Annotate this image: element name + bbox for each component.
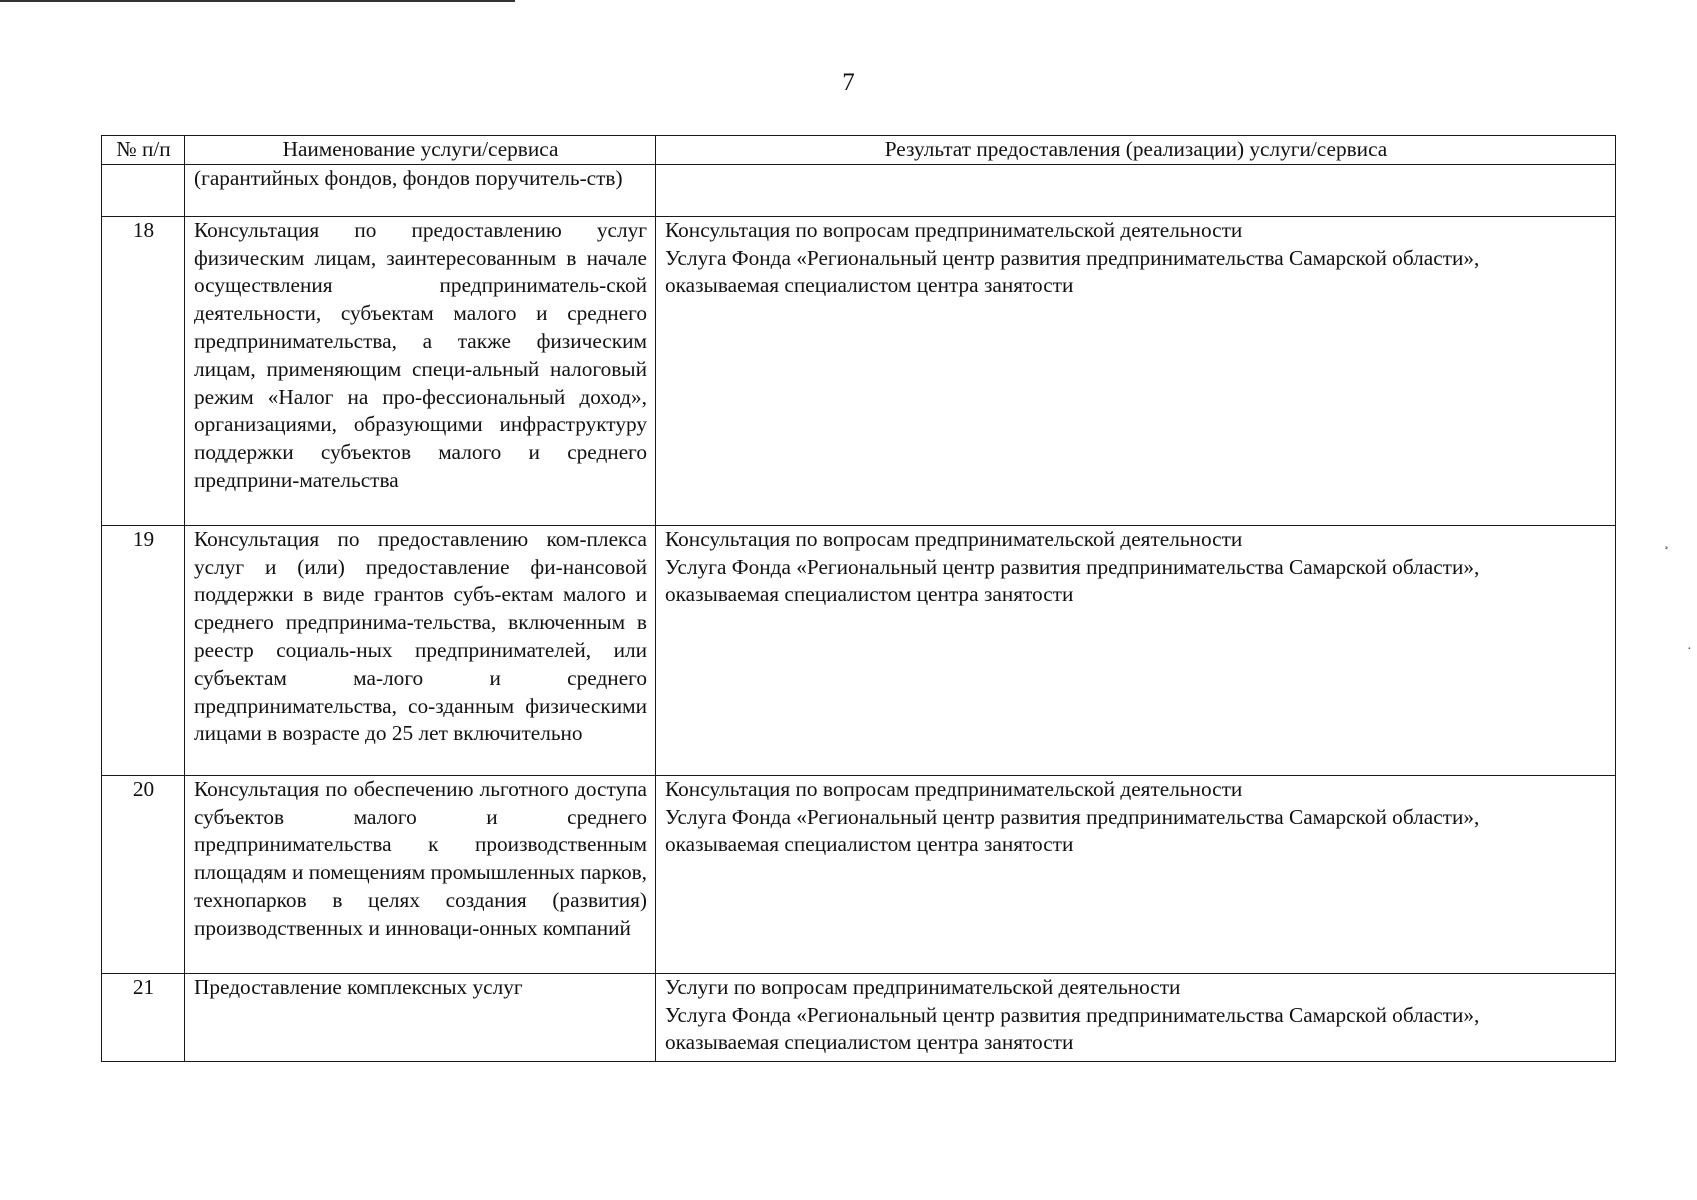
result-line: оказываемая специалистом центра занятости — [665, 273, 1074, 298]
services-table — [101, 135, 1616, 1062]
table-header-row — [102, 136, 1616, 165]
header-number: № п/п — [102, 136, 185, 165]
result-line: Услуга Фонда «Региональный центр развития предпринимательства Самарской области», — [665, 804, 1480, 829]
table-row — [102, 973, 1616, 1061]
scan-edge-line — [0, 0, 515, 2]
table-row — [102, 525, 1616, 775]
result-line: оказываемая специалистом центра занятости — [665, 582, 1074, 607]
result-line: Консультация по вопросам предпринимательской деятельности — [665, 217, 1243, 242]
result-line: оказываемая специалистом центра занятости — [665, 1030, 1074, 1055]
table-body — [102, 164, 1616, 1061]
service-name: Консультация по предоставлению ком-плекса услуг и (или) предоставление фи-нансовой поддержки в виде грантов субъ-ектам малого и среднего предпринима-тельства, включенным в реестр социаль-ных предпринимателей, или субъектам ма-лого и среднего предпринимательства, со-зданным физическими лицами в возрасте до 25 лет включительно — [185, 525, 656, 775]
result-line: оказываемая специалистом центра занятости — [665, 832, 1074, 857]
service-result — [656, 525, 1616, 775]
service-result — [656, 973, 1616, 1061]
service-result — [656, 216, 1616, 525]
result-line: Услуга Фонда «Региональный центр развития предпринимательства Самарской области», — [665, 1002, 1480, 1027]
scan-speck: ¸ — [1664, 535, 1669, 550]
header-service-result: Результат предоставления (реализации) услуги/сервиса — [656, 136, 1616, 165]
header-service-name: Наименование услуги/сервиса — [185, 136, 656, 165]
table-row — [102, 216, 1616, 525]
row-number: 19 — [102, 525, 185, 775]
page-number: 7 — [842, 69, 855, 96]
scan-speck: · — [1687, 642, 1692, 657]
service-name: Предоставление комплексных услуг — [185, 973, 656, 1061]
result-line: Услуга Фонда «Региональный центр развития предпринимательства Самарской области», — [665, 245, 1480, 270]
row-number: 20 — [102, 775, 185, 973]
result-line: Услуга Фонда «Региональный центр развития предпринимательства Самарской области», — [665, 554, 1480, 579]
service-result — [656, 775, 1616, 973]
result-line: Услуги по вопросам предпринимательской деятельности — [665, 974, 1181, 999]
table-row — [102, 164, 1616, 216]
row-number: 18 — [102, 216, 185, 525]
row-number: 21 — [102, 973, 185, 1061]
result-line: Консультация по вопросам предпринимательской деятельности — [665, 526, 1243, 551]
service-name: Консультация по предоставлению услуг физическим лицам, заинтересованным в начале осуществления предприниматель-ской деятельности, субъектам малого и среднего предпринимательства, а также физическим лицам, применяющим специ-альный налоговый режим «Налог на про-фессиональный доход», организациями, образующими инфраструктуру поддержки субъектов малого и среднего предприни-мательства — [185, 216, 656, 525]
result-line: Консультация по вопросам предпринимательской деятельности — [665, 776, 1243, 801]
service-name: Консультация по обеспечению льготного доступа субъектов малого и среднего предпринимательства к производственным площадям и помещениям промышленных парков, технопарков в целях создания (развития) производственных и инноваци-онных компаний — [185, 775, 656, 973]
service-name: (гарантийных фондов, фондов поручитель-ств) — [185, 164, 656, 216]
row-number — [102, 164, 185, 216]
table-row — [102, 775, 1616, 973]
service-result — [656, 164, 1616, 216]
